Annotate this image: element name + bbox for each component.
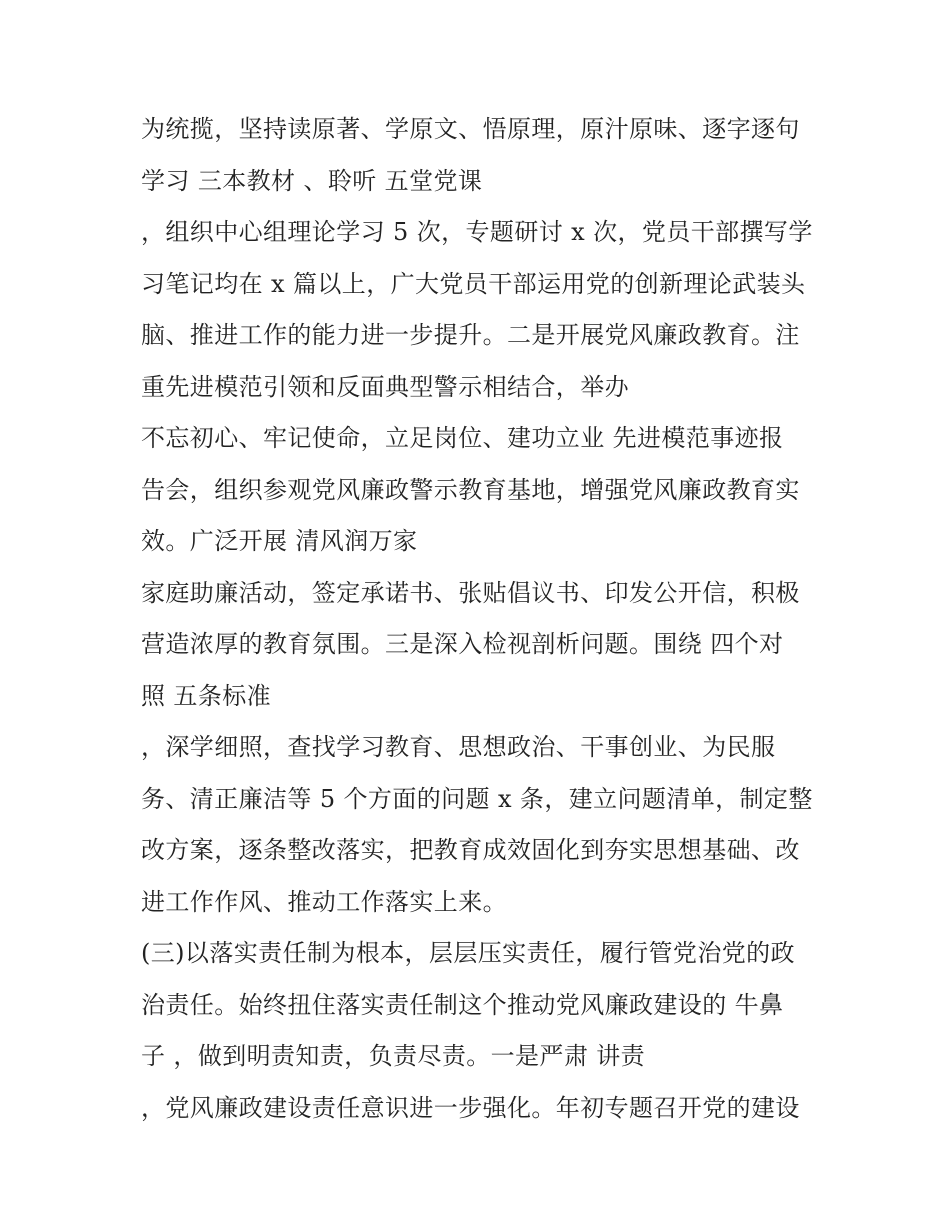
text-line: 习笔记均在 x 篇以上，广大党员干部运用党的创新理论武装头	[141, 269, 806, 298]
text-line: ，深学细照，查找学习教育、思想政治、干事创业、为民服	[141, 733, 776, 761]
text-line: 进工作作风、推动工作落实上来。	[141, 887, 507, 916]
text-line: 子 ，做到明责知责，负责尽责。一是严肃 讲责	[141, 1042, 646, 1070]
text-line: ，党风廉政建设责任意识进一步强化。年初专题召开党的建设	[141, 1093, 800, 1122]
text-line: 治责任。始终扭住落实责任制这个推动党风廉政建设的 牛鼻	[141, 990, 784, 1019]
text-line: 学习 三本教材 、聆听 五堂党课	[141, 166, 483, 195]
document-body	[141, 104, 831, 1134]
text-line: 务、清正廉洁等 5 个方面的问题 x 条，建立问题清单，制定整	[141, 784, 813, 813]
text-line: 效。广泛开展 清风润万家	[141, 527, 418, 555]
text-line: 告会，组织参观党风廉政警示教育基地，增强党风廉政教育实	[141, 475, 800, 504]
text-line: 为统揽，坚持读原著、学原文、悟原理，原汁原味、逐字逐句	[141, 115, 800, 143]
section-heading-line: (三)以落实责任制为根本，层层压实责任，履行管党治党的政	[141, 939, 795, 967]
text-line: 不忘初心、牢记使命，立足岗位、建功立业 先进模范事迹报	[141, 424, 784, 452]
text-line: ，组织中心组理论学习 5 次，专题研讨 x 次，党员干部撰写学	[141, 218, 813, 246]
text-line: 改方案，逐条整改落实，把教育成效固化到夯实思想基础、改	[141, 836, 800, 864]
text-line: 家庭助廉活动，签定承诺书、张贴倡议书、印发公开信，积极	[141, 578, 800, 607]
text-line: 营造浓厚的教育氛围。三是深入检视剖析问题。围绕 四个对	[141, 630, 784, 658]
text-line: 重先进模范引领和反面典型警示相结合，举办	[141, 372, 629, 401]
text-line: 照 五条标准	[141, 681, 272, 710]
text-line: 脑、推进工作的能力进一步提升。二是开展党风廉政教育。注	[141, 321, 800, 349]
